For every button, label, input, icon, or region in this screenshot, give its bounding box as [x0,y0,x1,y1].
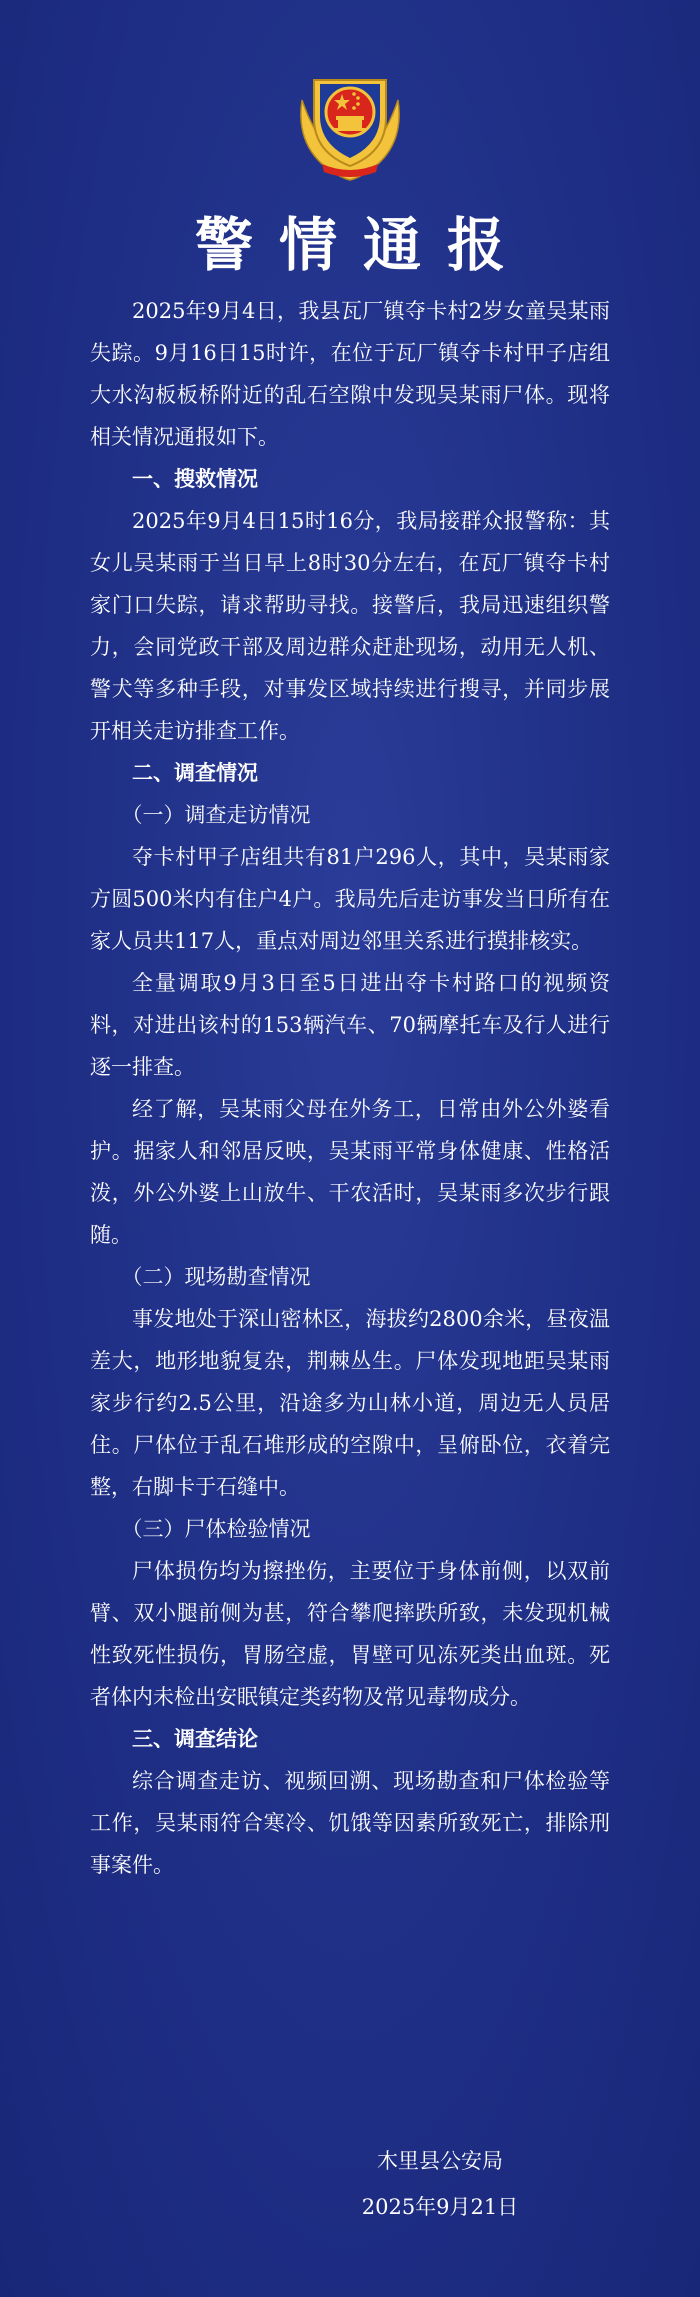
police-emblem-icon [292,60,408,184]
subheading-visits: （一）调查走访情况 [121,803,311,827]
visits-paragraph-1: 夺卡村甲子店组共有81户296人，其中，吴某雨家方圆500米内有住户4户。我局先后走访事发当日所有在家人员共117人，重点对周边邻里关系进行摸排核实。 [90,845,610,953]
signature-date: 2025年9月21日 [361,2195,519,2219]
section-heading-conclusion: 三、调查结论 [132,1726,258,1751]
subheading-autopsy: （三）尸体检验情况 [121,1517,311,1541]
subheading-scene: （二）现场勘查情况 [121,1265,311,1289]
visits-paragraph-2: 全量调取9月3日至5日进出夺卡村路口的视频资料，对进出该村的153辆汽车、70辆摩托车及行人进行逐一排查。 [90,971,610,1079]
rescue-paragraph: 2025年9月4日15时16分，我局接群众报警称：其女儿吴某雨于当日早上8时30分左右，在瓦厂镇夺卡村家门口失踪，请求帮助寻找。接警后，我局迅速组织警力，会同党政干部及周边群众赶赴现场，动用无人机、警犬等多种手段，对事发区域持续进行搜寻，并同步展开相关走访排查工作。 [90,509,610,743]
scene-paragraph: 事发地处于深山密林区，海拔约2800余米，昼夜温差大，地形地貌复杂，荆棘丛生。尸体发现地距吴某雨家步行约2.5公里，沿途多为山林小道，周边无人员居住。尸体位于乱石堆形成的空隙中，呈俯卧位，衣着完整，右脚卡于石缝中。 [90,1307,610,1499]
signature-org: 木里县公安局 [377,2149,503,2173]
intro-paragraph: 2025年9月4日，我县瓦厂镇夺卡村2岁女童吴某雨失踪。9月16日15时许，在位于瓦厂镇夺卡村甲子店组大水沟板板桥附近的乱石空隙中发现吴某雨尸体。现将相关情况通报如下。 [90,299,610,449]
autopsy-paragraph: 尸体损伤均为擦挫伤，主要位于身体前侧，以双前臂、双小腿前侧为甚，符合攀爬摔跌所致，未发现机械性致死性损伤，胃肠空虚，胃壁可见冻死类出血斑。死者体内未检出安眠镇定类药物及常见毒物成分。 [90,1559,610,1709]
visits-paragraph-3: 经了解，吴某雨父母在外务工，日常由外公外婆看护。据家人和邻居反映，吴某雨平常身体健康、性格活泼，外公外婆上山放牛、干农活时，吴某雨多次步行跟随。 [90,1097,610,1247]
section-heading-rescue: 一、搜救情况 [132,466,258,491]
notice-body [90,290,610,1886]
section-heading-investigation: 二、调查情况 [132,760,258,785]
conclusion-paragraph: 综合调查走访、视频回溯、现场勘查和尸体检验等工作，吴某雨符合寒冷、饥饿等因素所致死亡，排除刑事案件。 [90,1769,610,1877]
page-title: 警情通报 [194,211,531,279]
